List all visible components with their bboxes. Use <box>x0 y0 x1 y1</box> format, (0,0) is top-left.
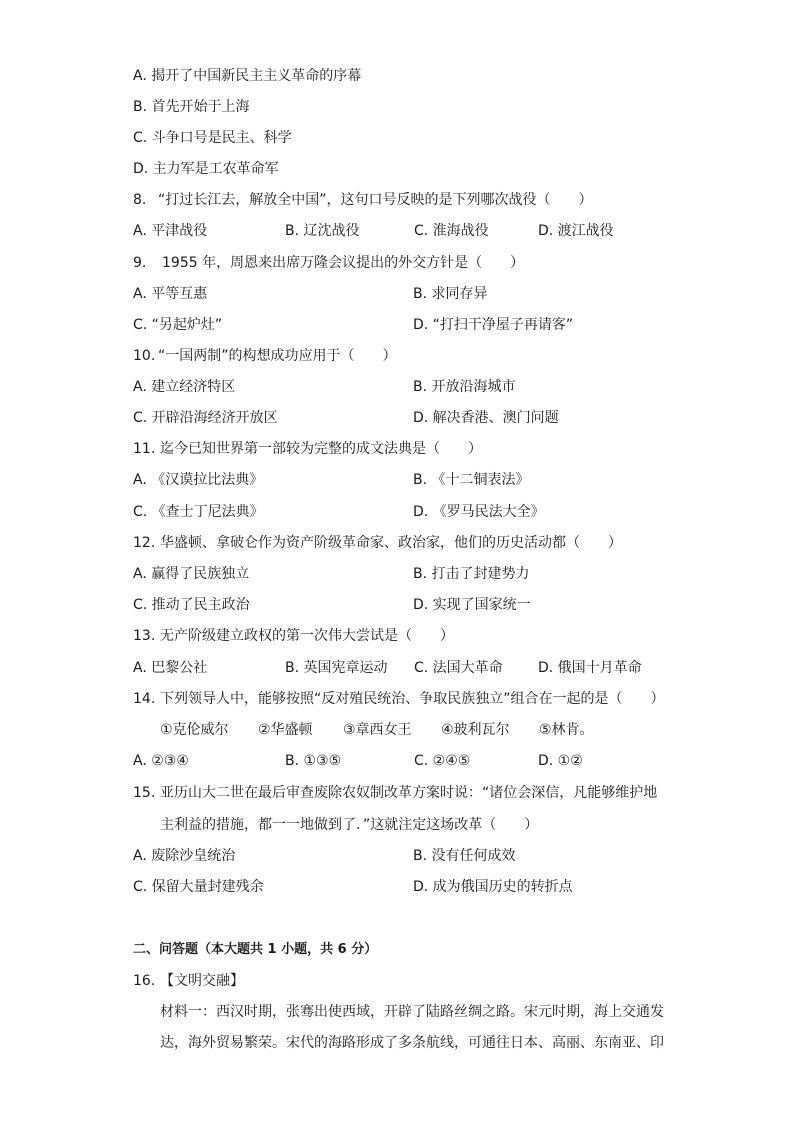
q14-item-4: ④玻利瓦尔 <box>441 722 510 738</box>
q7-option-a: A. 揭开了中国新民主主义革命的序幕 <box>133 68 362 84</box>
q9-option-d: D. “打扫干净屋子再请客” <box>413 317 574 333</box>
q13-option-a: A. 巴黎公社 <box>133 660 208 676</box>
q14-item-3: ③章西女王 <box>343 722 412 738</box>
q12-option-b: B. 打击了封建势力 <box>413 566 530 582</box>
q15-option-d: D. 成为俄国历史的转折点 <box>413 879 573 895</box>
q10-option-a: A. 建立经济特区 <box>133 379 236 395</box>
q8-option-d: D. 渡江战役 <box>538 223 614 239</box>
q7-option-d: D. 主力军是工农革命军 <box>133 161 279 177</box>
q8-option-c: C. 淮海战役 <box>414 223 489 239</box>
q13-option-c: C. 法国大革命 <box>414 660 503 676</box>
q12-number: 12. <box>133 535 156 551</box>
q10-option-c: C. 开辟沿海经济开放区 <box>133 410 278 426</box>
q9-stem: 1955 年，周恩来出席万隆会议提出的外交方针是（ ） <box>162 255 525 271</box>
q14-item-5: ⑤林肯。 <box>539 722 594 738</box>
q15-option-b: B. 没有任何成效 <box>413 848 516 864</box>
q16-title: 【文明交融】 <box>160 973 244 989</box>
q11-option-d: D. 《罗马民法大全》 <box>413 504 545 520</box>
q12-option-a: A. 赢得了民族独立 <box>133 566 250 582</box>
q10-option-b: B. 开放沿海城市 <box>413 379 516 395</box>
q9-option-a: A. 平等互惠 <box>133 286 208 302</box>
q16-material-line1: 材料一：西汉时期，张骞出使西域，开辟了陆路丝绸之路。宋元时期，海上交通发 <box>160 1004 664 1020</box>
q15-option-a: A. 废除沙皇统治 <box>133 848 236 864</box>
q10-stem: “一国两制”的构想成功应用于（ ） <box>158 348 397 364</box>
q13-number: 13. <box>133 628 156 644</box>
q14-option-d: D. ①② <box>538 753 583 769</box>
q7-option-c: C. 斗争口号是民主、科学 <box>133 130 292 146</box>
q12-option-d: D. 实现了国家统一 <box>413 597 531 613</box>
q7-option-b: B. 首先开始于上海 <box>133 99 250 115</box>
q11-stem: 迄今已知世界第一部较为完整的成文法典是（ ） <box>160 441 482 457</box>
q14-item-2: ②华盛顿 <box>258 722 313 738</box>
q16-material-line2: 达，海外贸易繁荣。宋代的海路形成了多条航线，可通往日本、高丽、东南亚、印 <box>160 1035 664 1051</box>
q15-stem-line2: 主利益的措施，都一一地做到了．”这就注定这场改革（ ） <box>160 817 539 833</box>
q14-option-a: A. ②③④ <box>133 753 189 769</box>
q10-option-d: D. 解决香港、澳门问题 <box>413 410 559 426</box>
q15-number: 15. <box>133 785 156 801</box>
q8-option-b: B. 辽沈战役 <box>285 223 360 239</box>
q9-number: 9. <box>133 255 147 271</box>
q13-stem: 无产阶级建立政权的第一次伟大尝试是（ ） <box>160 628 454 644</box>
q11-option-c: C. 《查士丁尼法典》 <box>133 504 264 520</box>
q11-number: 11. <box>133 441 156 457</box>
q14-option-b: B. ①③⑤ <box>285 753 342 769</box>
q13-option-d: D. 俄国十月革命 <box>538 660 642 676</box>
q9-option-c: C. “另起炉灶” <box>133 317 223 333</box>
q8-option-a: A. 平津战役 <box>133 223 208 239</box>
q15-option-c: C. 保留大量封建残余 <box>133 879 264 895</box>
q12-stem: 华盛顿、拿破仑作为资产阶级革命家、政治家，他们的历史活动都（ ） <box>160 535 622 551</box>
section-heading: 二、问答题（本大题共 1 小题，共 6 分） <box>133 942 378 957</box>
q14-item-1: ①克伦威尔 <box>160 722 229 738</box>
q14-option-c: C. ②④⑤ <box>414 753 471 769</box>
q12-option-c: C. 推动了民主政治 <box>133 597 250 613</box>
q15-stem-line1: 亚历山大二世在最后审查废除农奴制改革方案时说：“诸位会深信，凡能够维护地 <box>160 785 658 801</box>
q16-number: 16. <box>133 973 156 989</box>
q8-number: 8. <box>133 192 147 208</box>
q14-stem: 下列领导人中，能够按照“反对殖民统治、争取民族独立”组合在一起的是（ ） <box>160 691 665 707</box>
q11-option-a: A. 《汉谟拉比法典》 <box>133 472 264 488</box>
q10-number: 10. <box>133 348 156 364</box>
q8-stem: “打过长江去，解放全中国”，这句口号反映的是下列哪次战役（ ） <box>158 192 593 208</box>
q13-option-b: B. 英国宪章运动 <box>285 660 388 676</box>
q14-number: 14. <box>133 691 156 707</box>
q9-option-b: B. 求同存异 <box>413 286 488 302</box>
q11-option-b: B. 《十二铜表法》 <box>413 472 530 488</box>
